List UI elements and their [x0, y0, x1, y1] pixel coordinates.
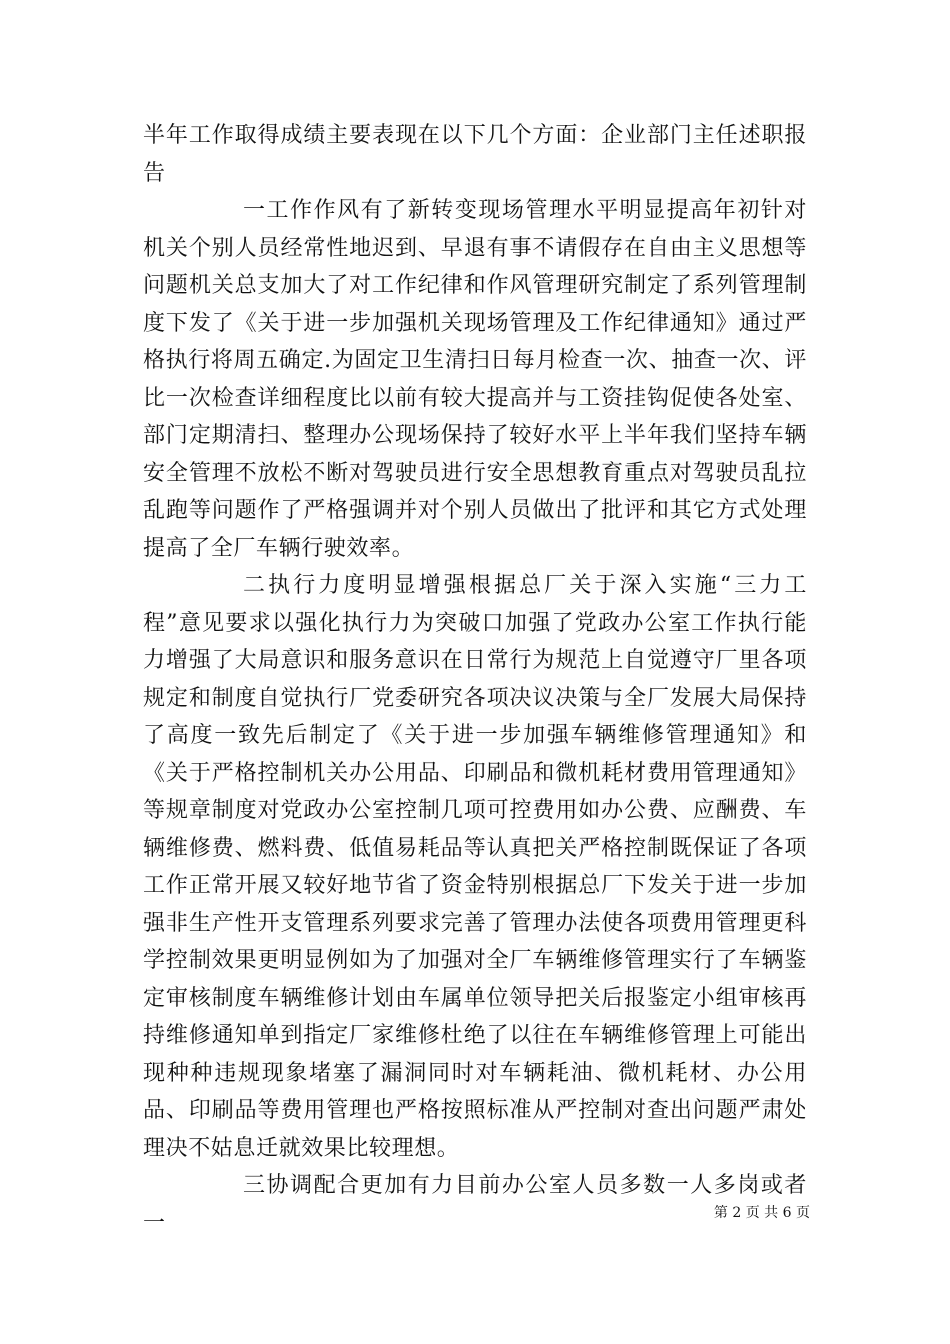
- paragraph-execution: 二执行力度明显增强根据总厂关于深入实施“三力工程”意见要求以强化执行力为突破口加强了党政办公室工作执行能力增强了大局意识和服务意识在日常行为规范上自觉遵守厂里各项规定和制度自觉执行厂党委研究各项决议决策与全厂发展大局保持了高度一致先后制定了《关于进一步加强车辆维修管理通知》和《关于严格控制机关办公用品、印刷品和微机耗材费用管理通知》等规章制度对党政办公室控制几项可控费用如办公费、应酬费、车辆维修费、燃料费、低值易耗品等认真把关严格控制既保证了各项工作正常开展又较好地节省了资金特别根据总厂下发关于进一步加强非生产性开支管理系列要求完善了管理办法使各项费用管理更科学控制效果更明显例如为了加强对全厂车辆维修管理实行了车辆鉴定审核制度车辆维修计划由车属单位领导把关后报鉴定小组审核再持维修通知单到指定厂家维修杜绝了以往在车辆维修管理上可能出现种种违规现象堵塞了漏洞同时对车辆耗油、微机耗材、办公用品、印刷品等费用管理也严格按照标准从严控制对查出问题严肃处理决不姑息迁就效果比较理想。: [143, 573, 807, 1161]
- paragraph-work-style: 一工作作风有了新转变现场管理水平明显提高年初针对机关个别人员经常性地迟到、早退有事不请假存在自由主义思想等问题机关总支加大了对工作纪律和作风管理研究制定了系列管理制度下发了《关于进一步加强机关现场管理及工作纪律通知》通过严格执行将周五确定.为固定卫生清扫日每月检查一次、抽查一次、评比一次检查详细程度比以前有较大提高并与工资挂钩促使各处室、部门定期清扫、整理办公现场保持了较好水平上半年我们坚持车辆安全管理不放松不断对驾驶员进行安全思想教育重点对驾驶员乱拉乱跑等问题作了严格强调并对个别人员做出了批评和其它方式处理提高了全厂车辆行驶效率。: [143, 198, 807, 561]
- document-body: [143, 117, 807, 1242]
- page-number-footer: 第 2 页 共 6 页: [713, 1205, 810, 1221]
- paragraph-coordination: 三协调配合更加有力目前办公室人员多数一人多岗或者一: [143, 1173, 807, 1236]
- paragraph-intro: 半年工作取得成绩主要表现在以下几个方面：企业部门主任述职报告: [143, 123, 807, 186]
